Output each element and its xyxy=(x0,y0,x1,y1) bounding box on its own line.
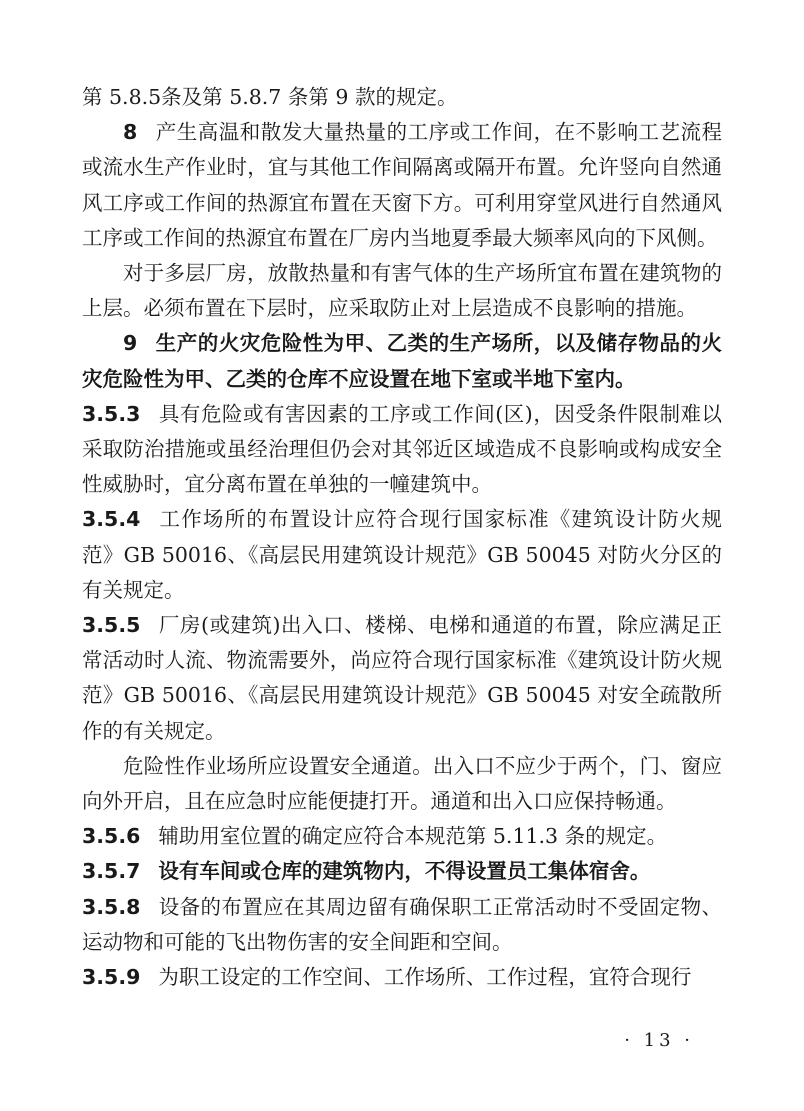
paragraph-text: 对于多层厂房，放散热量和有害气体的生产场所宜布置在建筑物的上层。必须布置在下层时，应采取防止对上层造成不良影响的措施。 xyxy=(82,261,722,321)
clause-number: 3.5.6 xyxy=(82,824,141,849)
clause-3-5-8 xyxy=(82,890,722,960)
clause-number: 3.5.7 xyxy=(82,859,141,884)
clause-text: 设备的布置应在其周边留有确保职工正常活动时不受固定物、运动物和可能的飞出物伤害的安全间距和空间。 xyxy=(82,894,722,954)
clause-3-5-9 xyxy=(82,960,722,995)
item-text: 生产的火灾危险性为甲、乙类的生产场所，以及储存物品的火灾危险性为甲、乙类的仓库不应设置在地下室或半地下室内。 xyxy=(82,331,722,391)
item-9 xyxy=(82,326,722,396)
clause-number: 3.5.4 xyxy=(82,507,141,532)
clause-text: 厂房(或建筑)出入口、楼梯、电梯和通道的布置，除应满足正常活动时人流、物流需要外，尚应符合现行国家标准《建筑设计防火规范》GB 50016、《高层民用建筑设计规范》GB 50045 对安全疏散所作的有关规定。 xyxy=(82,613,722,743)
paragraph-continuation xyxy=(82,80,722,115)
clause-number: 3.5.5 xyxy=(82,613,141,638)
paragraph-multistorey xyxy=(82,256,722,326)
clause-text: 设有车间或仓库的建筑物内，不得设置员工集体宿舍。 xyxy=(158,859,651,884)
paragraph-text: 第 5.8.5条及第 5.8.7 条第 9 款的规定。 xyxy=(82,85,458,109)
clause-number: 3.5.9 xyxy=(82,965,141,990)
clause-3-5-3 xyxy=(82,397,722,503)
paragraph-safety-passage xyxy=(82,749,722,819)
item-number: 9 xyxy=(123,331,138,356)
clause-3-5-6 xyxy=(82,819,722,854)
clause-text: 辅助用室位置的确定应符合本规范第 5.11.3 条的规定。 xyxy=(158,824,668,849)
item-text: 产生高温和散发大量热量的工序或工作间，在不影响工艺流程或流水生产作业时，宜与其他工作间隔离或隔开布置。允许竖向自然通风工序或工作间的热源宜布置在天窗下方。可利用穿堂风进行自然通风工序或工作间的热源宜布置在厂房内当地夏季最大频率风向的下风侧。 xyxy=(82,120,722,250)
clause-number: 3.5.8 xyxy=(82,894,141,919)
clause-3-5-4 xyxy=(82,502,722,608)
item-8 xyxy=(82,115,722,256)
item-number: 8 xyxy=(123,120,138,145)
clause-3-5-5 xyxy=(82,608,722,749)
clause-text: 为职工设定的工作空间、工作场所、工作过程，宜符合现行 xyxy=(158,965,692,990)
clause-number: 3.5.3 xyxy=(82,401,141,426)
paragraph-text: 危险性作业场所应设置安全通道。出入口不应少于两个，门、窗应向外开启，且在应急时应能便捷打开。通道和出入口应保持畅通。 xyxy=(82,753,722,814)
clause-text: 具有危险或有害因素的工序或工作间(区)，因受条件限制难以采取防治措施或虽经治理但仍会对其邻近区域造成不良影响或构成安全性威胁时，宜分离布置在单独的一幢建筑中。 xyxy=(82,401,722,497)
clause-text: 工作场所的布置设计应符合现行国家标准《建筑设计防火规范》GB 50016、《高层民用建筑设计规范》GB 50045 对防火分区的有关规定。 xyxy=(82,507,722,602)
page-number: · 13 · xyxy=(624,1030,694,1051)
clause-3-5-7 xyxy=(82,854,722,889)
